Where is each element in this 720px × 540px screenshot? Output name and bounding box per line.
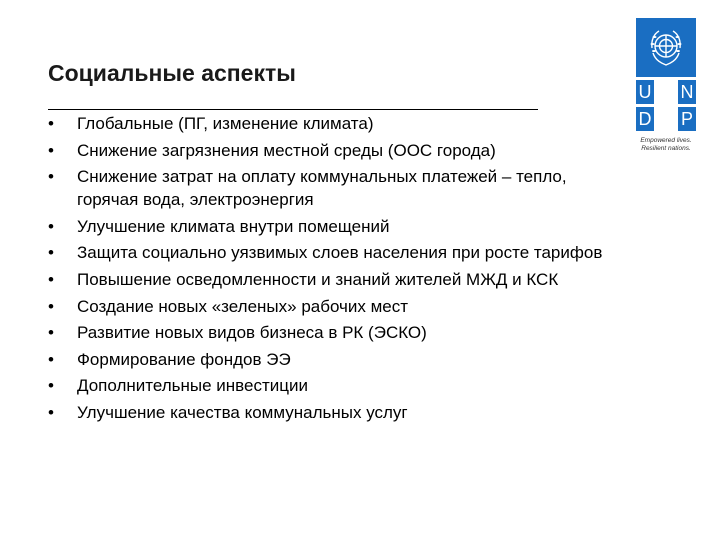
list-item	[48, 348, 608, 371]
bullet-icon: •	[48, 269, 54, 289]
bullet-text: Развитие новых видов бизнеса в РК (ЭСКО)	[77, 323, 427, 343]
bullet-list	[48, 112, 608, 428]
undp-letters	[636, 80, 696, 131]
un-emblem-block	[636, 18, 696, 77]
list-item	[48, 295, 608, 318]
bullet-text: Снижение затрат на оплату коммунальных платежей – тепло, горячая вода, электроэнергия	[77, 167, 567, 210]
bullet-text: Создание новых «зеленых» рабочих мест	[77, 296, 409, 316]
bullet-text: Глобальные (ПГ, изменение климата)	[77, 114, 374, 133]
bullet-text: Формирование фондов ЭЭ	[77, 349, 291, 369]
undp-logo	[636, 18, 696, 153]
logo-letter-u: U	[636, 80, 654, 104]
bullet-icon: •	[48, 243, 54, 263]
list-item	[48, 321, 608, 344]
logo-letter-n: N	[678, 80, 696, 104]
logo-spacer	[657, 107, 675, 131]
list-item	[48, 112, 608, 135]
un-emblem-icon	[644, 26, 688, 70]
bullet-icon: •	[48, 376, 54, 396]
list-item	[48, 165, 608, 211]
bullet-icon: •	[48, 296, 54, 316]
bullet-icon: •	[48, 349, 54, 369]
bullet-text: Улучшение качества коммунальных услуг	[77, 402, 408, 422]
title-underline	[48, 109, 538, 110]
list-item	[48, 374, 608, 397]
list-item	[48, 215, 608, 238]
logo-spacer	[657, 80, 675, 104]
list-item	[48, 268, 608, 291]
bullet-icon: •	[48, 216, 54, 236]
bullet-text: Снижение загрязнения местной среды (ООС города)	[77, 140, 496, 160]
logo-letter-p: P	[678, 107, 696, 131]
logo-tagline: Empowered lives. Resilient nations.	[640, 137, 692, 152]
bullet-icon: •	[48, 140, 54, 160]
bullet-text: Повышение осведомленности и знаний жителей МЖД и КСК	[77, 269, 559, 289]
list-item	[48, 139, 608, 162]
slide-title: Социальные аспекты	[48, 60, 296, 86]
bullet-text: Дополнительные инвестиции	[77, 376, 308, 396]
bullet-icon: •	[48, 323, 54, 343]
list-item	[48, 241, 608, 264]
logo-letter-d: D	[636, 107, 654, 131]
bullet-icon: •	[48, 402, 54, 422]
bullet-icon: •	[48, 167, 54, 187]
bullet-text: Защита социально уязвимых слоев населения при росте тарифов	[77, 243, 603, 263]
bullet-text: Улучшение климата внутри помещений	[77, 216, 390, 236]
bullet-icon: •	[48, 114, 54, 133]
list-item	[48, 401, 608, 424]
